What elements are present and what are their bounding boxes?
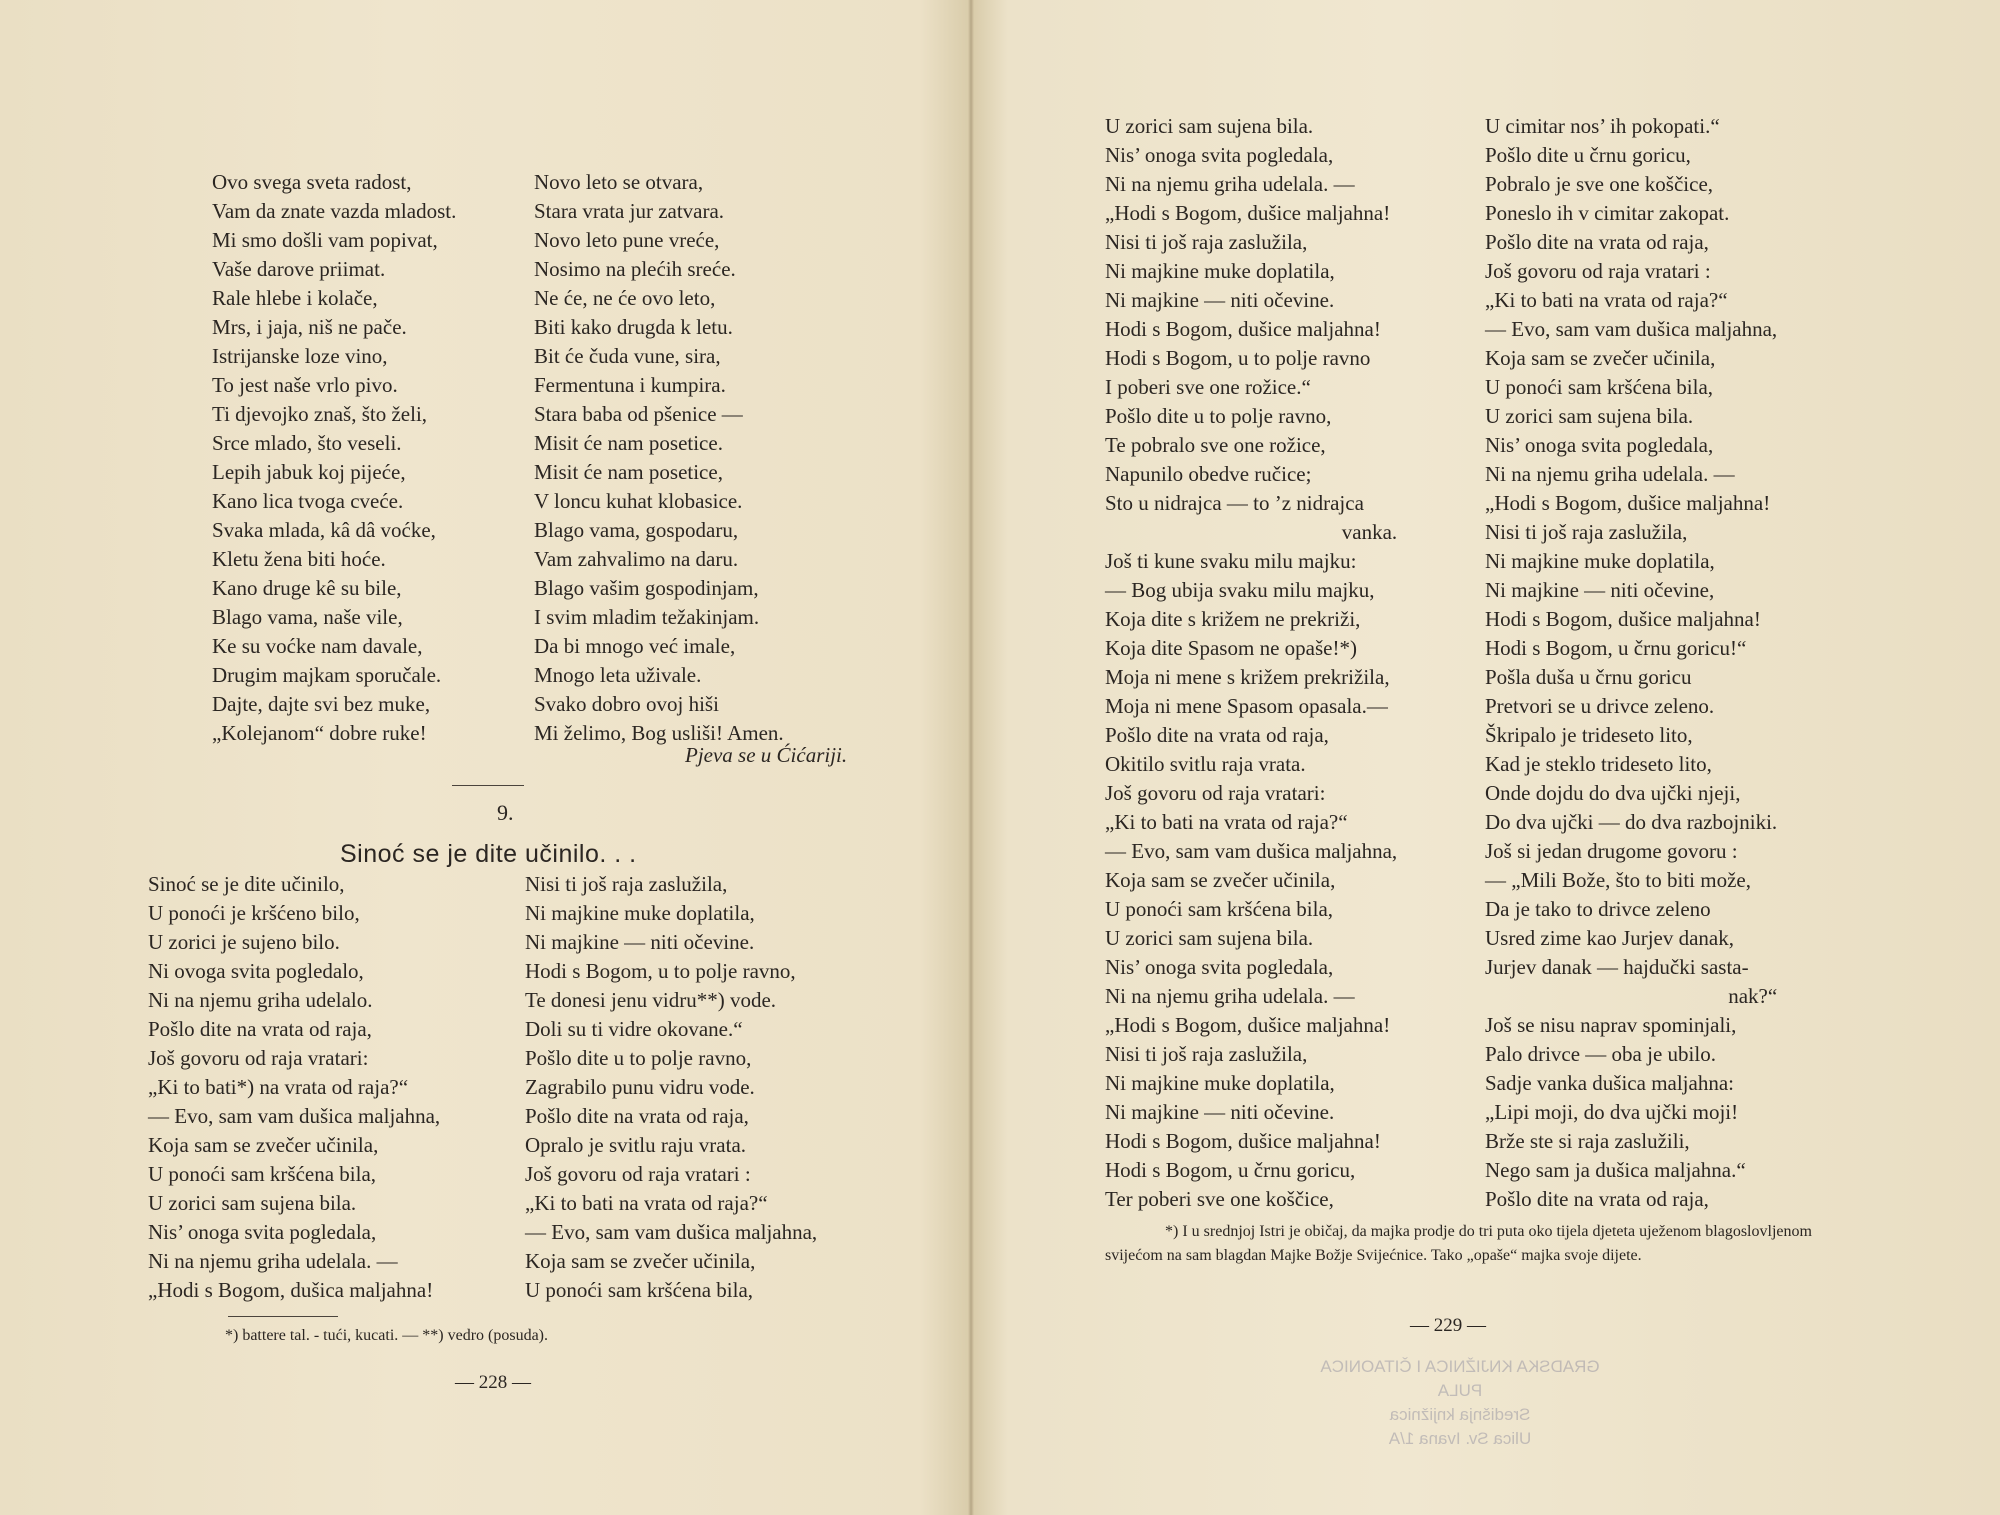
verse-line: Ni ovoga svita pogledalo, xyxy=(148,959,364,983)
verse-line: Hodi s Bogom, u črnu goricu!“ xyxy=(1485,636,1747,660)
verse-line: Brže ste si raja zaslužili, xyxy=(1485,1129,1690,1153)
verse-line: Okitilo svitlu raja vrata. xyxy=(1105,752,1306,776)
verse-line: Ni majkine — niti očevine. xyxy=(525,930,755,954)
verse-line: Novo leto se otvara, xyxy=(534,170,704,194)
verse-line: Moja ni mene Spasom opasala.— xyxy=(1105,694,1388,718)
verse-line: Jurjev danak — hajdučki sasta- xyxy=(1485,955,1749,979)
page-number: — 229 — xyxy=(1410,1315,1486,1336)
verse-line: Koja sam se zvečer učinila, xyxy=(525,1249,756,1273)
verse-line: Usred zime kao Jurjev danak, xyxy=(1485,926,1734,950)
verse-line: Pošlo dite u to polje ravno, xyxy=(1105,404,1332,428)
verse-line: Ni na njemu griha udelala. — xyxy=(1105,984,1355,1008)
verse-line: Dajte, dajte svi bez muke, xyxy=(212,692,431,716)
verse-line: Sto u nidrajca — to ’z nidrajca xyxy=(1105,491,1364,515)
book-gutter xyxy=(968,0,974,1515)
verse-line: Zagrabilo punu vidru vode. xyxy=(525,1075,755,1099)
verse-line: Koja sam se zvečer učinila, xyxy=(1485,346,1716,370)
verse-line: Vaše darove priimat. xyxy=(212,257,386,281)
verse-line: Svako dobro ovoj hiši xyxy=(534,692,719,716)
verse-line: U ponoći sam kršćena bila, xyxy=(148,1162,377,1186)
verse-line: U zorici sam sujena bila. xyxy=(1485,404,1694,428)
page-number: — 228 — xyxy=(455,1372,531,1393)
verse-line: Pošla duša u črnu goricu xyxy=(1485,665,1692,689)
verse-line: Pošlo dite na vrata od raja, xyxy=(525,1104,749,1128)
verse-line: Hodi s Bogom, dušice maljahna! xyxy=(1105,317,1381,341)
verse-line: Nis’ onoga svita pogledala, xyxy=(1105,143,1334,167)
verse-line: Kletu žena biti hoće. xyxy=(212,547,386,571)
verse-line: Hodi s Bogom, u to polje ravno xyxy=(1105,346,1371,370)
verse-line: Kad je steklo trideseto lito, xyxy=(1485,752,1712,776)
footnote: *) battere tal. - tući, kucati. — **) vedro (posuda). xyxy=(225,1327,548,1344)
verse-line: Hodi s Bogom, u črnu goricu, xyxy=(1105,1158,1356,1182)
verse-line: Ni majkine — niti očevine, xyxy=(1485,578,1715,602)
verse-line: Koja sam se zvečer učinila, xyxy=(148,1133,379,1157)
verse-line: Pošlo dite na vrata od raja, xyxy=(1485,1187,1709,1211)
song-number: 9. xyxy=(497,800,514,825)
left-page-poem-column-2 xyxy=(534,168,784,748)
verse-line: „Hodi s Bogom, dušice maljahna! xyxy=(1105,201,1391,225)
verse-line: Nisi ti još raja zaslužila, xyxy=(1105,230,1308,254)
verse-line: Lepih jabuk koj pijeće, xyxy=(212,460,406,484)
verse-line: — Bog ubija svaku milu majku, xyxy=(1105,578,1375,602)
left-page-song-column-1 xyxy=(148,870,440,1305)
verse-line: Ni majkine — niti očevine. xyxy=(1105,1100,1335,1124)
verse-line: — „Mili Bože, što to biti može, xyxy=(1485,868,1751,892)
verse-line: V loncu kuhat klobasice. xyxy=(534,489,743,513)
verse-line: „Ki to bati na vrata od raja?“ xyxy=(525,1191,768,1215)
verse-line: Do dva ujčki — do dva razbojniki. xyxy=(1485,810,1778,834)
verse-line: Ovo svega sveta radost, xyxy=(212,170,412,194)
verse-line: U ponoći sam kršćena bila, xyxy=(525,1278,754,1302)
verse-line: To jest naše vrlo pivo. xyxy=(212,373,398,397)
verse-line: Ni na njemu griha udelala. — xyxy=(1485,462,1735,486)
song-title: Sinoć se je dite učinilo. . . xyxy=(340,840,637,868)
verse-line: Doli su ti vidre okovane.“ xyxy=(525,1017,743,1041)
verse-line: Stara baba od pšenice — xyxy=(534,402,743,426)
verse-line: Ni majkine muke doplatila, xyxy=(1105,259,1335,283)
verse-line: U ponoći je kršćeno bilo, xyxy=(148,901,360,925)
verse-line: Blago vama, naše vile, xyxy=(212,605,403,629)
verse-line: Te pobralo sve one rožice, xyxy=(1105,433,1326,457)
verse-line: Još si jedan drugome govoru : xyxy=(1485,839,1738,863)
verse-line: Mi smo došli vam popivat, xyxy=(212,228,438,252)
verse-line: Pošlo dite na vrata od raja, xyxy=(1105,723,1329,747)
verse-line: U zorici sam sujena bila. xyxy=(1105,114,1314,138)
verse-line: vanka. xyxy=(1341,520,1398,544)
verse-line: Fermentuna i kumpira. xyxy=(534,373,726,397)
right-page-column-2 xyxy=(1485,112,1777,1214)
verse-line: U ponoći sam kršćena bila, xyxy=(1485,375,1714,399)
verse-line: Rale hlebe i kolače, xyxy=(212,286,378,310)
verse-line: Novo leto pune vreće, xyxy=(534,228,720,252)
verse-line: Napunilo obedve ručice; xyxy=(1105,462,1312,486)
verse-line: Nego sam ja dušica maljahna.“ xyxy=(1485,1158,1746,1182)
verse-line: Pošlo dite na vrata od raja, xyxy=(148,1017,372,1041)
right-page-column-1 xyxy=(1105,112,1397,1214)
verse-line: Kano lica tvoga cveće. xyxy=(212,489,404,513)
verse-line: Onde dojdu do dva ujčki njeji, xyxy=(1485,781,1741,805)
verse-line: Još se nisu naprav spominjali, xyxy=(1485,1013,1737,1037)
verse-line: Te donesi jenu vidru**) vode. xyxy=(525,988,777,1012)
verse-line: Ni majkine muke doplatila, xyxy=(525,901,755,925)
verse-line: Ni na njemu griha udelala. — xyxy=(1105,172,1355,196)
verse-line: Još govoru od raja vratari : xyxy=(1485,259,1711,283)
verse-line: Biti kako drugda k letu. xyxy=(534,315,733,339)
verse-line: Nis’ onoga svita pogledala, xyxy=(148,1220,377,1244)
verse-line: Poneslo ih v cimitar zakopat. xyxy=(1485,201,1730,225)
verse-line: Još govoru od raja vratari: xyxy=(148,1046,369,1070)
footnote-divider xyxy=(228,1316,338,1317)
verse-line: Kano druge kê su bile, xyxy=(212,576,402,600)
verse-line: „Kolejanom“ dobre ruke! xyxy=(212,721,427,745)
verse-line: U ponoći sam kršćena bila, xyxy=(1105,897,1334,921)
verse-line: U cimitar nos’ ih pokopati.“ xyxy=(1485,114,1720,138)
verse-line: Misit će nam posetice, xyxy=(534,460,723,484)
verse-line: Da je tako to drivce zeleno xyxy=(1485,897,1711,921)
verse-line: Škripalo je trideseto lito, xyxy=(1485,723,1693,747)
verse-line: Još govoru od raja vratari : xyxy=(525,1162,751,1186)
verse-line: Svaka mlada, kâ dâ voćke, xyxy=(212,518,436,542)
verse-line: „Ki to bati*) na vrata od raja?“ xyxy=(148,1075,409,1099)
verse-line: Misit će nam posetice. xyxy=(534,431,723,455)
verse-line: Pretvori se u drivce zeleno. xyxy=(1485,694,1715,718)
verse-line: Blago vama, gospodaru, xyxy=(534,518,739,542)
verse-line: Pobralo je sve one koščice, xyxy=(1485,172,1714,196)
verse-line: Hodi s Bogom, dušice maljahna! xyxy=(1105,1129,1381,1153)
verse-line: Ne će, ne će ovo leto, xyxy=(534,286,716,310)
verse-line: „Lipi moji, do dva ujčki moji! xyxy=(1485,1100,1739,1124)
verse-line: — Evo, sam vam dušica maljahna, xyxy=(1105,839,1398,863)
verse-line: Nisi ti još raja zaslužila, xyxy=(525,872,728,896)
verse-line: „Hodi s Bogom, dušice maljahna! xyxy=(1105,1013,1391,1037)
section-divider xyxy=(452,785,524,786)
left-page-poem-column-1 xyxy=(212,168,456,748)
verse-line: Vam da znate vazda mladost. xyxy=(212,199,457,223)
verse-line: Sadje vanka dušica maljahna: xyxy=(1485,1071,1734,1095)
verse-line: Mnogo leta uživale. xyxy=(534,663,702,687)
verse-line: U zorici je sujeno bilo. xyxy=(148,930,340,954)
verse-line: Da bi mnogo već imale, xyxy=(534,634,736,658)
verse-line: „Ki to bati na vrata od raja?“ xyxy=(1105,810,1348,834)
verse-line: Moja ni mene s križem prekrižila, xyxy=(1105,665,1390,689)
library-stamp: GRADSKA KNJIŽNICA I ČITAONICA PULA Središnja knjižnica Ulica Sv. Ivana 1/A xyxy=(1320,1357,1600,1448)
verse-line: Mrs, i jaja, niš ne pače. xyxy=(212,315,407,339)
verse-line: — Evo, sam vam dušica maljahna, xyxy=(1485,317,1778,341)
verse-line: I svim mladim težakinjam. xyxy=(534,605,760,629)
verse-line: Vam zahvalimo na daru. xyxy=(534,547,739,571)
verse-line: Još ti kune svaku milu majku: xyxy=(1105,549,1357,573)
verse-line: I poberi sve one rožice.“ xyxy=(1105,375,1311,399)
verse-line: Nisi ti još raja zaslužila, xyxy=(1105,1042,1308,1066)
verse-line: Nis’ onoga svita pogledala, xyxy=(1105,955,1334,979)
verse-line: Nis’ onoga svita pogledala, xyxy=(1485,433,1714,457)
verse-line: Ni na njemu griha udelala. — xyxy=(148,1249,398,1273)
verse-line: — Evo, sam vam dušica maljahna, xyxy=(148,1104,441,1128)
verse-line: Palo drivce — oba je ubilo. xyxy=(1485,1042,1716,1066)
verse-line: Ke su voćke nam davale, xyxy=(212,634,423,658)
verse-line: Hodi s Bogom, dušice maljahna! xyxy=(1485,607,1761,631)
verse-line: Ni na njemu griha udelalo. xyxy=(148,988,373,1012)
verse-line: Mi želimo, Bog usliši! Amen. xyxy=(534,721,784,745)
left-page-song-column-2 xyxy=(525,870,817,1305)
verse-line: Još govoru od raja vratari: xyxy=(1105,781,1326,805)
verse-line: Istrijanske loze vino, xyxy=(212,344,388,368)
verse-line: Ni majkine muke doplatila, xyxy=(1485,549,1715,573)
verse-line: „Hodi s Bogom, dušice maljahna! xyxy=(1485,491,1771,515)
verse-line: Sinoć se je dite učinilo, xyxy=(148,872,345,896)
verse-line: Ni majkine — niti očevine. xyxy=(1105,288,1335,312)
verse-line: Ni majkine muke doplatila, xyxy=(1105,1071,1335,1095)
verse-line: Drugim majkam sporučale. xyxy=(212,663,442,687)
verse-line: Hodi s Bogom, u to polje ravno, xyxy=(525,959,796,983)
verse-line: — Evo, sam vam dušica maljahna, xyxy=(525,1220,818,1244)
verse-line: Srce mlado, što veseli. xyxy=(212,431,402,455)
verse-line: Nosimo na plećih sreće. xyxy=(534,257,736,281)
verse-line: Pošlo dite u črnu goricu, xyxy=(1485,143,1691,167)
verse-line: Ter poberi sve one koščice, xyxy=(1105,1187,1334,1211)
footnote: *) I u srednjoj Istri je običaj, da majka prodje do tri puta oko tijela djeteta uježenom blagoslovljenom svijećom na sam blagdan Majke Božje Svijećnice. Tako „opaše“ majka svoje dijete. xyxy=(1105,1223,1812,1264)
verse-line: Koja sam se zvečer učinila, xyxy=(1105,868,1336,892)
verse-line: nak?“ xyxy=(1728,984,1778,1008)
verse-line: Bit će čuda vune, sira, xyxy=(534,344,721,368)
verse-line: Nisi ti još raja zaslužila, xyxy=(1485,520,1688,544)
verse-line: Opralo je svitlu raju vrata. xyxy=(525,1133,747,1157)
verse-line: Blago vašim gospodinjam, xyxy=(534,576,759,600)
verse-line: Ti djevojko znaš, što želi, xyxy=(212,402,428,426)
verse-line: Stara vrata jur zatvara. xyxy=(534,199,725,223)
verse-line: „Hodi s Bogom, dušica maljahna! xyxy=(148,1278,434,1302)
verse-line: Pošlo dite na vrata od raja, xyxy=(1485,230,1709,254)
verse-line: U zorici sam sujena bila. xyxy=(148,1191,357,1215)
verse-line: Koja dite s križem ne prekriži, xyxy=(1105,607,1361,631)
verse-line: Pošlo dite u to polje ravno, xyxy=(525,1046,752,1070)
verse-line: Koja dite Spasom ne opaše!*) xyxy=(1105,636,1357,660)
poem-signoff: Pjeva se u Ćićariji. xyxy=(685,743,848,767)
verse-line: U zorici sam sujena bila. xyxy=(1105,926,1314,950)
verse-line: „Ki to bati na vrata od raja?“ xyxy=(1485,288,1728,312)
